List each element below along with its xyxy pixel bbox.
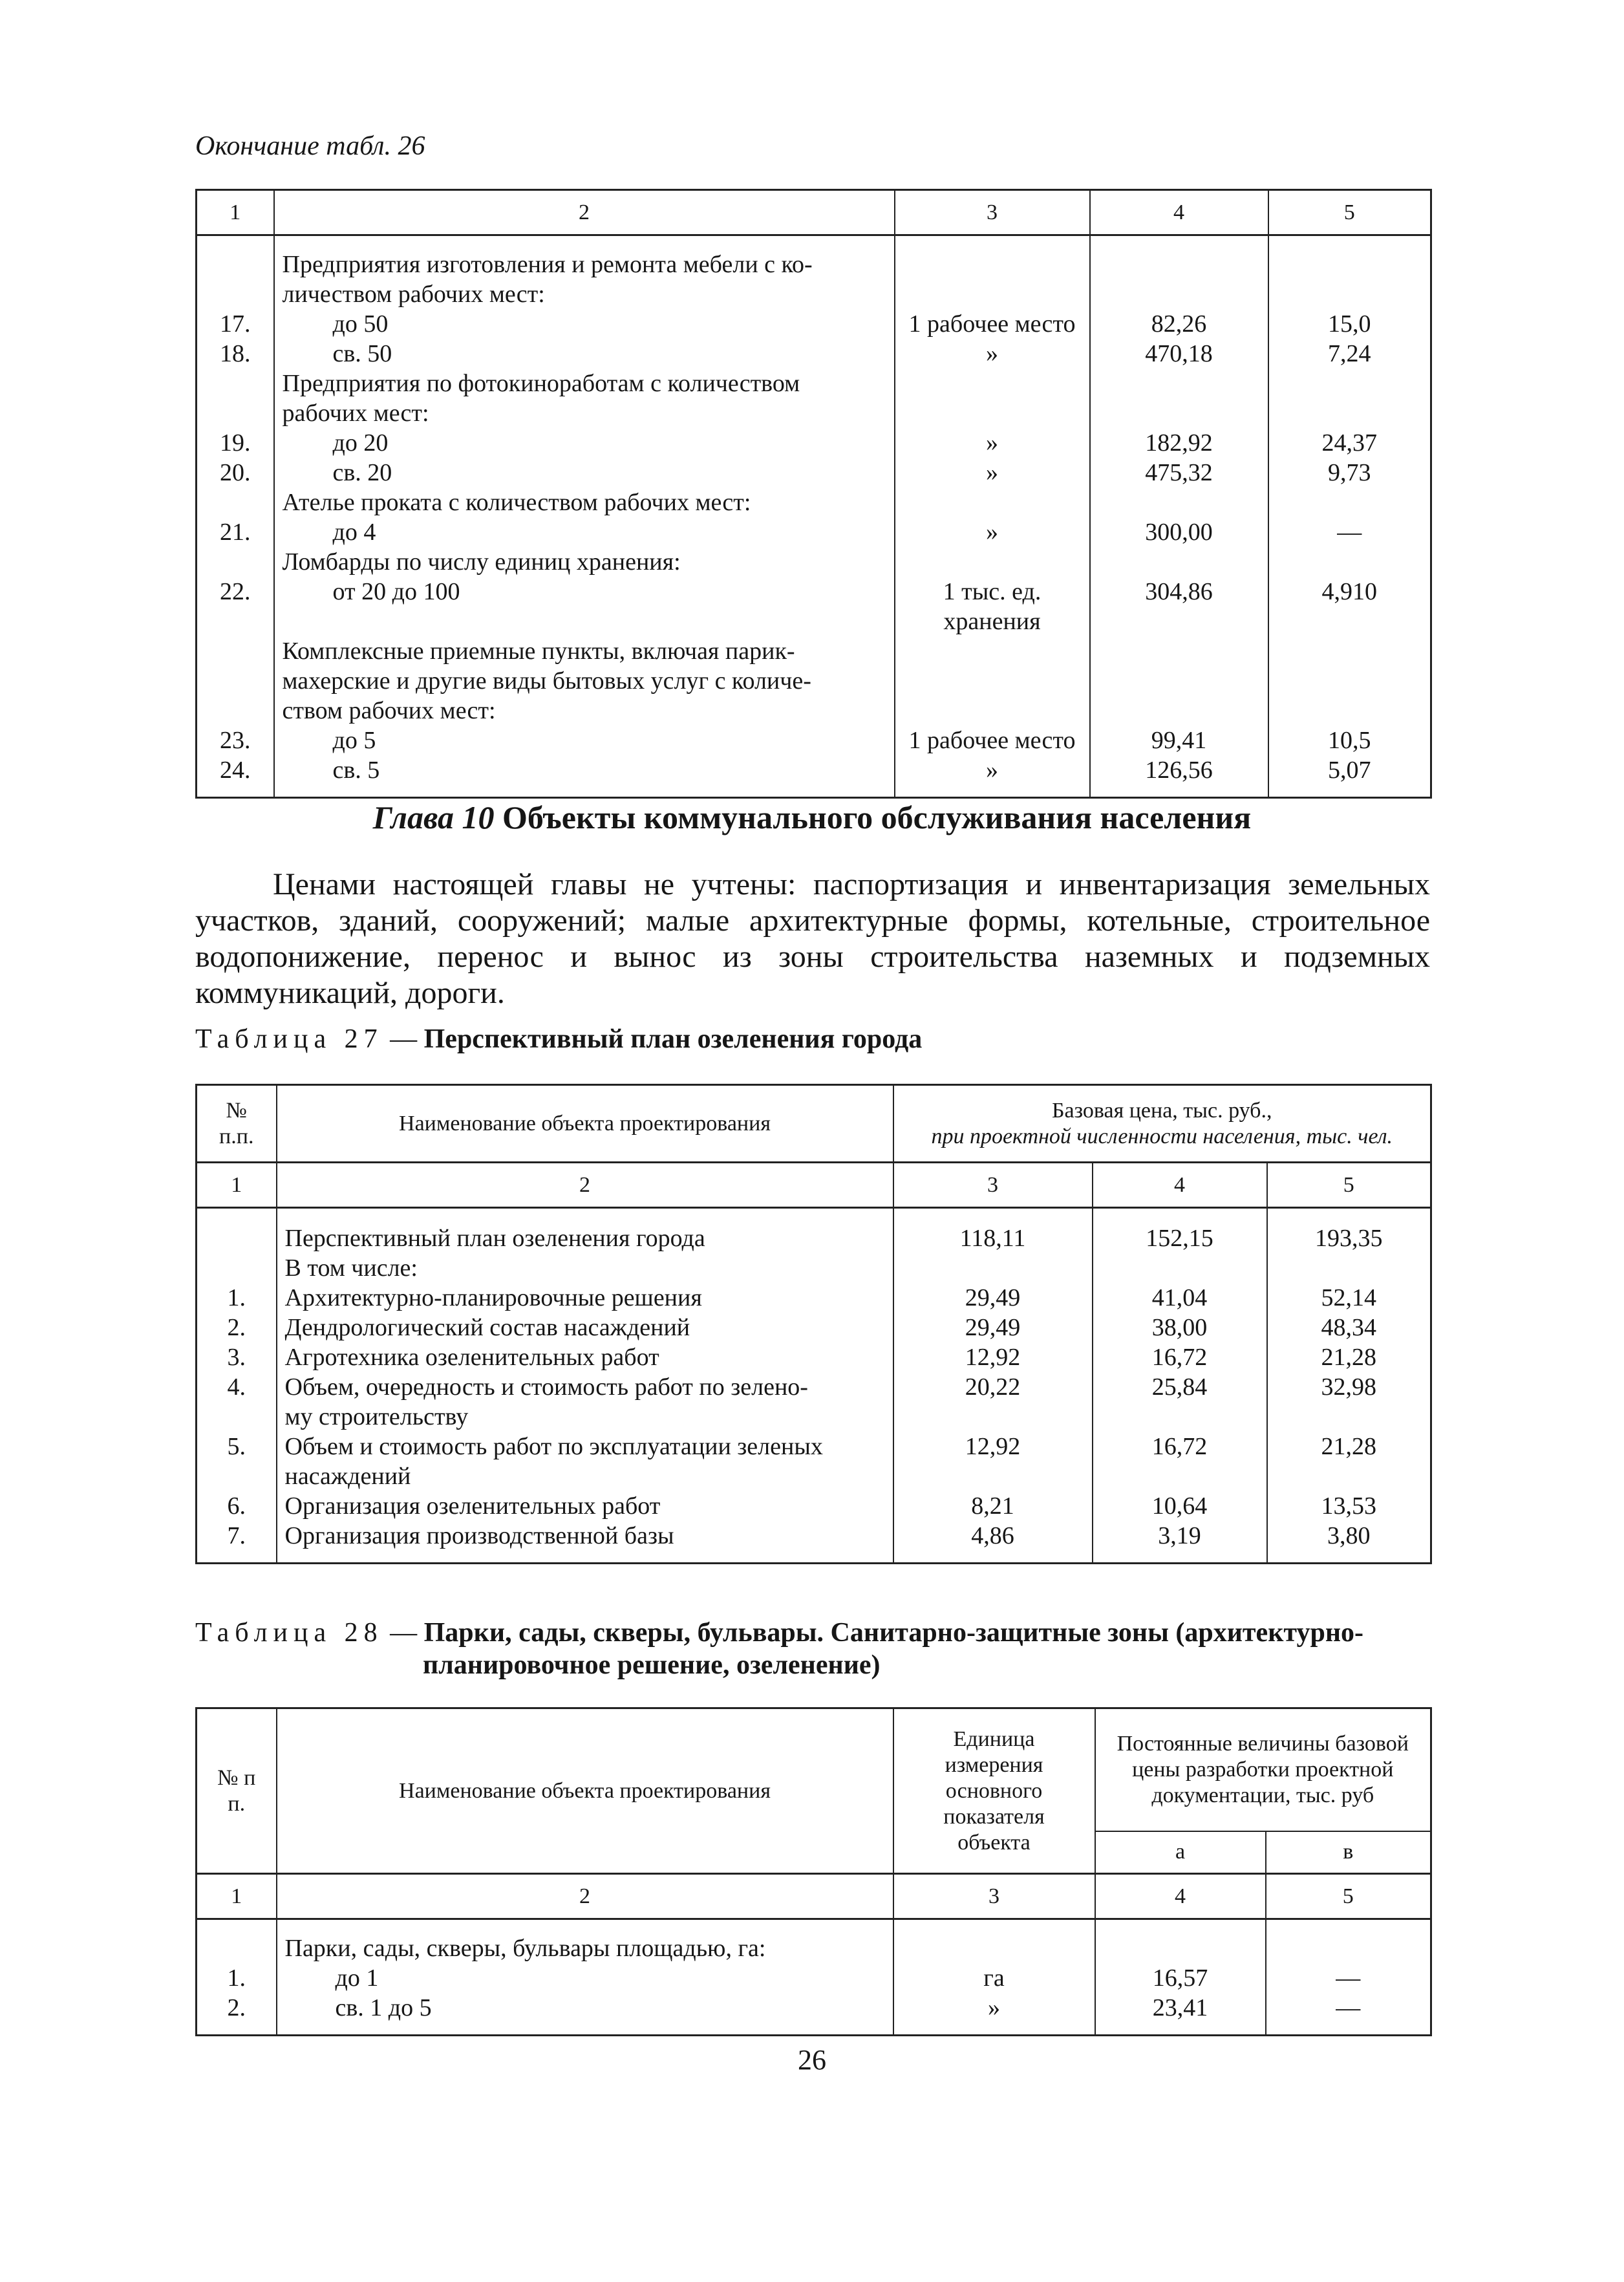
row-number: 24. <box>197 755 274 785</box>
table-row <box>197 726 1431 755</box>
row-number: 3. <box>197 1342 277 1372</box>
table-row <box>197 1253 1431 1283</box>
header-unit: Единица измерения основного показателя объекта <box>893 1708 1095 1874</box>
page-number: 26 <box>798 2044 826 2076</box>
row-name: до 1 <box>277 1963 893 1993</box>
chapter-heading <box>0 799 1624 836</box>
table-row <box>197 577 1431 607</box>
header-name: Наименование объекта проектирования <box>277 1708 893 1874</box>
table-row <box>197 636 1431 666</box>
row-value: 182,92 <box>1090 428 1268 458</box>
row-unit <box>895 250 1090 279</box>
row-unit: » <box>895 428 1090 458</box>
column-number: 3 <box>893 1163 1093 1208</box>
row-name: до 50 <box>274 309 895 339</box>
table-row <box>197 488 1431 517</box>
row-name: Агротехника озеленительных работ <box>277 1342 893 1372</box>
row-value: 475,32 <box>1090 458 1268 488</box>
row-name <box>274 607 895 636</box>
row-value: 3,19 <box>1093 1521 1267 1551</box>
row-name: махерские и другие виды бытовых услуг с количе- <box>274 666 895 696</box>
row-number <box>197 607 274 636</box>
header-a: а <box>1095 1831 1266 1874</box>
row-value <box>1266 1933 1431 1963</box>
row-number <box>197 250 274 279</box>
header-price <box>893 1085 1431 1163</box>
row-value <box>1268 279 1431 309</box>
row-unit <box>895 666 1090 696</box>
row-value <box>1093 1461 1267 1491</box>
table-row <box>197 458 1431 488</box>
row-value: 118,11 <box>893 1223 1093 1253</box>
row-value: 52,14 <box>1267 1283 1431 1313</box>
row-number: 20. <box>197 458 274 488</box>
row-name: ством рабочих мест: <box>274 696 895 726</box>
row-value: 32,98 <box>1267 1372 1431 1402</box>
row-number: 4. <box>197 1372 277 1402</box>
table-row <box>197 250 1431 279</box>
row-number: 19. <box>197 428 274 458</box>
table-row <box>197 428 1431 458</box>
row-name: Комплексные приемные пункты, включая парик- <box>274 636 895 666</box>
row-name: Организация озеленительных работ <box>277 1491 893 1521</box>
row-name: до 20 <box>274 428 895 458</box>
table-26-body <box>197 190 1431 798</box>
row-unit: 1 рабочее место <box>895 726 1090 755</box>
row-value: 82,26 <box>1090 309 1268 339</box>
table-28-label: Таблица 28 <box>195 1618 383 1648</box>
row-value: 24,37 <box>1268 428 1431 458</box>
row-unit <box>895 696 1090 726</box>
row-name: до 5 <box>274 726 895 755</box>
row-value: 16,72 <box>1093 1432 1267 1461</box>
table-spacer-row <box>197 1208 1431 1223</box>
row-number <box>197 1223 277 1253</box>
row-value <box>1090 666 1268 696</box>
row-value <box>1090 279 1268 309</box>
row-unit <box>895 279 1090 309</box>
table-row <box>197 755 1431 785</box>
row-name: св. 5 <box>274 755 895 785</box>
row-name: Предприятия изготовления и ремонта мебели с ко- <box>274 250 895 279</box>
row-value: 126,56 <box>1090 755 1268 785</box>
row-value: 4,910 <box>1268 577 1431 607</box>
row-value: 9,73 <box>1268 458 1431 488</box>
column-number: 1 <box>197 1874 277 1919</box>
row-value <box>1268 398 1431 428</box>
column-number-row <box>197 1163 1431 1208</box>
header-const: Постоянные величины базовой цены разработки проектной документации, тыс. руб <box>1095 1708 1431 1831</box>
column-number: 4 <box>1090 190 1268 235</box>
table-row <box>197 1342 1431 1372</box>
row-unit: га <box>893 1963 1095 1993</box>
row-value <box>1090 636 1268 666</box>
row-name: Предприятия по фотокиноработам с количеством <box>274 369 895 398</box>
row-value <box>1090 607 1268 636</box>
row-unit <box>895 369 1090 398</box>
row-value: 3,80 <box>1267 1521 1431 1551</box>
row-number: 5. <box>197 1432 277 1461</box>
table-row <box>197 1963 1431 1993</box>
row-value: 193,35 <box>1267 1223 1431 1253</box>
row-number <box>197 369 274 398</box>
table-28-caption <box>195 1617 1430 1681</box>
chapter-number: Глава 10 <box>372 799 495 835</box>
table-28-title-line2: планировочное решение, озеленение) <box>423 1650 881 1680</box>
row-number: 21. <box>197 517 274 547</box>
row-number <box>197 488 274 517</box>
row-value: 99,41 <box>1090 726 1268 755</box>
row-number <box>197 696 274 726</box>
table-row <box>197 339 1431 369</box>
column-number-row <box>197 1874 1431 1919</box>
row-unit <box>893 1933 1095 1963</box>
row-value: — <box>1268 517 1431 547</box>
row-value <box>1090 696 1268 726</box>
row-number <box>197 279 274 309</box>
row-name: до 4 <box>274 517 895 547</box>
row-value: 25,84 <box>1093 1372 1267 1402</box>
row-number: 1. <box>197 1963 277 1993</box>
row-value: — <box>1266 1993 1431 2023</box>
row-number: 2. <box>197 1313 277 1342</box>
column-number: 1 <box>197 190 274 235</box>
row-name: Ателье проката с количеством рабочих мест: <box>274 488 895 517</box>
row-number: 17. <box>197 309 274 339</box>
row-value: 7,24 <box>1268 339 1431 369</box>
column-number: 5 <box>1267 1163 1431 1208</box>
table-row <box>197 696 1431 726</box>
row-value: 23,41 <box>1095 1993 1266 2023</box>
row-name: насаждений <box>277 1461 893 1491</box>
row-value: 4,86 <box>893 1521 1093 1551</box>
row-value <box>1267 1402 1431 1432</box>
row-value: 38,00 <box>1093 1313 1267 1342</box>
table-row <box>197 279 1431 309</box>
row-value <box>1090 547 1268 577</box>
table-27 <box>195 1084 1432 1564</box>
row-name: св. 50 <box>274 339 895 369</box>
row-name: личеством рабочих мест: <box>274 279 895 309</box>
row-number: 18. <box>197 339 274 369</box>
row-name: от 20 до 100 <box>274 577 895 607</box>
row-value <box>1093 1253 1267 1283</box>
row-number <box>197 398 274 428</box>
table-row <box>197 1402 1431 1432</box>
table-row <box>197 309 1431 339</box>
chapter-paragraph: Ценами настоящей главы не учтены: паспортизация и инвентаризация земельных участков, зданий, сооружений; малые архитектурные формы, котельные, строительное водопонижение, перенос и вынос из зоны строительства наземных и подземных коммуникаций, дороги. <box>195 867 1430 1010</box>
row-unit: 1 тыс. ед. <box>895 577 1090 607</box>
row-value: 20,22 <box>893 1372 1093 1402</box>
table-row <box>197 398 1431 428</box>
column-number: 2 <box>277 1163 893 1208</box>
row-number <box>197 547 274 577</box>
row-value <box>1268 250 1431 279</box>
row-number: 2. <box>197 1993 277 2023</box>
column-number: 3 <box>893 1874 1095 1919</box>
row-unit: » <box>895 458 1090 488</box>
row-value: 29,49 <box>893 1283 1093 1313</box>
header-b: в <box>1266 1831 1431 1874</box>
row-value: — <box>1266 1963 1431 1993</box>
row-value: 12,92 <box>893 1432 1093 1461</box>
row-unit: » <box>895 339 1090 369</box>
row-value <box>1090 369 1268 398</box>
row-number <box>197 636 274 666</box>
row-value <box>1268 666 1431 696</box>
row-value <box>1268 696 1431 726</box>
table-28-title-line1: Парки, сады, скверы, бульвары. Санитарно-защитные зоны (архитектурно- <box>423 1618 1364 1648</box>
chapter-title: Объекты коммунального обслуживания населения <box>502 799 1252 835</box>
table-row <box>197 1521 1431 1551</box>
table-row <box>197 1933 1431 1963</box>
row-name: рабочих мест: <box>274 398 895 428</box>
row-name: Дендрологический состав насаждений <box>277 1313 893 1342</box>
row-name: Объем, очередность и стоимость работ по зелено- <box>277 1372 893 1402</box>
row-value <box>1268 607 1431 636</box>
table-row <box>197 1372 1431 1402</box>
table-row <box>197 1491 1431 1521</box>
row-number <box>197 1253 277 1283</box>
column-number: 2 <box>274 190 895 235</box>
row-value <box>1090 250 1268 279</box>
row-value: 470,18 <box>1090 339 1268 369</box>
row-name: Ломбарды по числу единиц хранения: <box>274 547 895 577</box>
row-value: 152,15 <box>1093 1223 1267 1253</box>
table-row <box>197 666 1431 696</box>
table-spacer-row <box>197 2023 1431 2036</box>
table-row <box>197 1283 1431 1313</box>
table-spacer-row <box>197 1919 1431 1933</box>
table-spacer-row <box>197 235 1431 250</box>
row-value <box>1268 369 1431 398</box>
row-value: 21,28 <box>1267 1342 1431 1372</box>
row-value <box>1090 488 1268 517</box>
row-value <box>1268 488 1431 517</box>
table-row <box>197 1432 1431 1461</box>
row-unit <box>895 488 1090 517</box>
column-number: 5 <box>1268 190 1431 235</box>
table-27-label: Таблица 27 <box>195 1024 383 1054</box>
row-value: 16,72 <box>1093 1342 1267 1372</box>
row-value: 8,21 <box>893 1491 1093 1521</box>
row-value <box>893 1461 1093 1491</box>
row-number <box>197 1933 277 1963</box>
row-name: Объем и стоимость работ по эксплуатации зеленых <box>277 1432 893 1461</box>
table-spacer-row <box>197 1551 1431 1564</box>
row-value <box>1268 547 1431 577</box>
row-value <box>1267 1253 1431 1283</box>
row-name: В том числе: <box>277 1253 893 1283</box>
column-number: 4 <box>1093 1163 1267 1208</box>
row-name: Перспективный план озеленения города <box>277 1223 893 1253</box>
row-value: 41,04 <box>1093 1283 1267 1313</box>
row-unit: » <box>895 755 1090 785</box>
row-number <box>197 666 274 696</box>
row-value: 15,0 <box>1268 309 1431 339</box>
column-number: 3 <box>895 190 1090 235</box>
row-value <box>893 1402 1093 1432</box>
table-spacer-row <box>197 785 1431 798</box>
table-row <box>197 1461 1431 1491</box>
table-row <box>197 607 1431 636</box>
row-unit: 1 рабочее место <box>895 309 1090 339</box>
table-27-caption <box>195 1023 922 1055</box>
row-unit: » <box>895 517 1090 547</box>
row-value: 13,53 <box>1267 1491 1431 1521</box>
caption-dash: — <box>390 1618 418 1648</box>
table-28-body <box>197 1708 1431 2036</box>
row-name: му строительству <box>277 1402 893 1432</box>
row-value <box>893 1253 1093 1283</box>
row-value: 5,07 <box>1268 755 1431 785</box>
table-27-title: Перспективный план озеленения города <box>423 1024 923 1054</box>
row-value: 304,86 <box>1090 577 1268 607</box>
table-28 <box>195 1707 1432 2036</box>
row-number <box>197 1461 277 1491</box>
row-value <box>1095 1933 1266 1963</box>
table-row <box>197 1313 1431 1342</box>
row-name: Организация производственной базы <box>277 1521 893 1551</box>
table-row <box>197 517 1431 547</box>
row-unit <box>895 547 1090 577</box>
row-name: св. 20 <box>274 458 895 488</box>
caption-dash: — <box>390 1024 418 1054</box>
row-value: 16,57 <box>1095 1963 1266 1993</box>
row-unit <box>895 636 1090 666</box>
column-number: 1 <box>197 1163 277 1208</box>
row-number <box>197 1402 277 1432</box>
table-26 <box>195 189 1432 799</box>
header-num: № п.п. <box>197 1085 277 1163</box>
column-number: 4 <box>1095 1874 1266 1919</box>
row-number: 22. <box>197 577 274 607</box>
row-value: 29,49 <box>893 1313 1093 1342</box>
row-value: 10,64 <box>1093 1491 1267 1521</box>
row-unit: » <box>893 1993 1095 2023</box>
row-number: 23. <box>197 726 274 755</box>
row-number: 6. <box>197 1491 277 1521</box>
header-price-line2: при проектной численности населения, тыс. чел. <box>931 1124 1393 1148</box>
table-header-row <box>197 1708 1431 1831</box>
header-num: № п п. <box>197 1708 277 1874</box>
row-unit: хранения <box>895 607 1090 636</box>
row-number: 7. <box>197 1521 277 1551</box>
row-name: Парки, сады, скверы, бульвары площадью, га: <box>277 1933 893 1963</box>
row-value: 10,5 <box>1268 726 1431 755</box>
column-number: 2 <box>277 1874 893 1919</box>
column-number-row <box>197 190 1431 235</box>
header-name: Наименование объекта проектирования <box>277 1085 893 1163</box>
row-value: 300,00 <box>1090 517 1268 547</box>
column-number: 5 <box>1266 1874 1431 1919</box>
header-price-line1: Базовая цена, тыс. руб., <box>1052 1098 1272 1123</box>
table-row <box>197 1993 1431 2023</box>
table-continuation-caption: Окончание табл. 26 <box>195 131 425 161</box>
row-value: 12,92 <box>893 1342 1093 1372</box>
table-header-row <box>197 1085 1431 1163</box>
row-value: 48,34 <box>1267 1313 1431 1342</box>
row-value <box>1267 1461 1431 1491</box>
table-row <box>197 547 1431 577</box>
row-unit <box>895 398 1090 428</box>
row-name: св. 1 до 5 <box>277 1993 893 2023</box>
table-27-body <box>197 1085 1431 1564</box>
row-value <box>1090 398 1268 428</box>
row-number: 1. <box>197 1283 277 1313</box>
row-value <box>1093 1402 1267 1432</box>
row-value <box>1268 636 1431 666</box>
table-row <box>197 1223 1431 1253</box>
row-value: 21,28 <box>1267 1432 1431 1461</box>
row-name: Архитектурно-планировочные решения <box>277 1283 893 1313</box>
table-row <box>197 369 1431 398</box>
